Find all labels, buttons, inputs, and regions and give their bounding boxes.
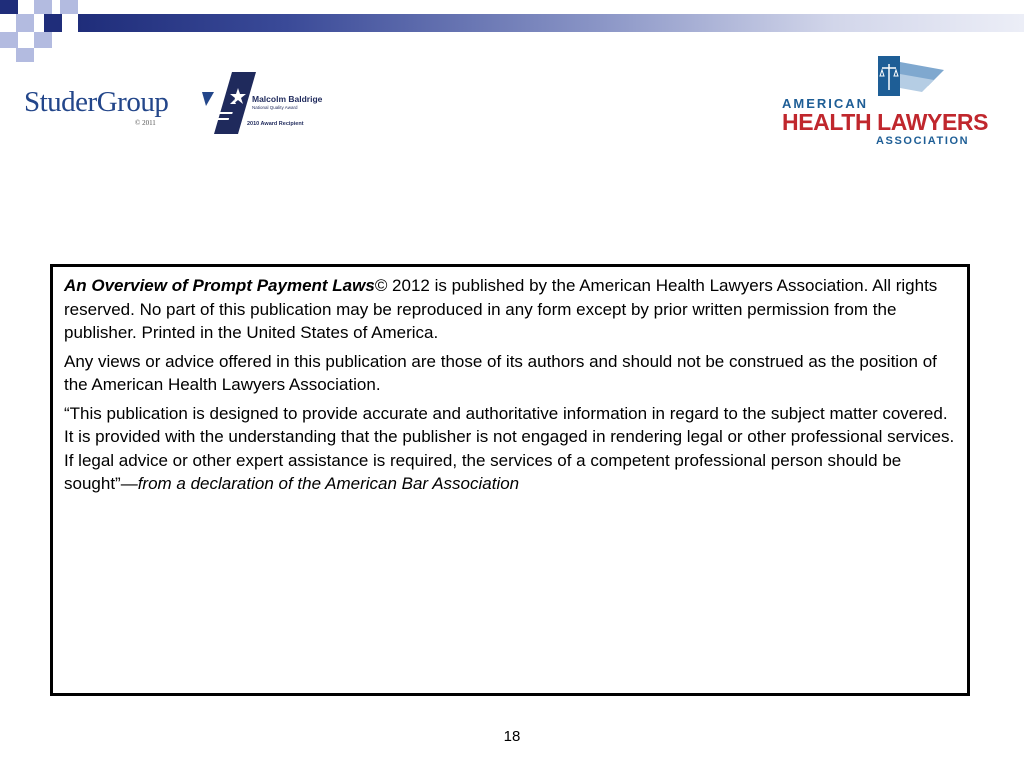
decor-square-2 (34, 0, 52, 14)
ahla-logo (780, 56, 989, 152)
decor-square-8 (16, 48, 34, 62)
ahla-american-text: AMERICAN (782, 96, 869, 111)
baldrige-award-logo (212, 70, 332, 136)
disclaimer-paragraph: Any views or advice offered in this publication are those of its authors and should not be construed as the position of the American Health Lawyers Association. (64, 351, 937, 394)
copyright-paragraph (64, 274, 957, 345)
ahla-association-text: ASSOCIATION (876, 135, 970, 147)
baldrige-title: Malcolm Baldrige (252, 94, 323, 104)
studer-group-wordmark: StuderGroup (24, 86, 169, 118)
decor-square-1 (0, 0, 18, 14)
baldrige-award-text: 2010 Award Recipient (247, 121, 304, 127)
aba-declaration-paragraph (64, 402, 957, 496)
aba-source: from a declaration of the American Bar Association (137, 474, 520, 493)
studer-group-copyright: © 2011 (135, 119, 156, 127)
baldrige-subtitle: National Quality Award (252, 105, 298, 110)
aba-quote: “This publication is designed to provide accurate and authoritative information in regard to the subject matter covered. It is provided with the understanding that the publisher is not engaged in rendering legal or other professional services. If legal advice or other expert assistance is required, the services of a competent professional person should be sought”— (64, 403, 955, 493)
decor-square-3 (60, 0, 78, 14)
studer-group-logo (24, 86, 214, 130)
copyright-text: © 2012 is published by the American Health Lawyers Association. All rights reserved. No part of this publication may be reproduced in any form except by prior written permission from the publisher. Printed in the United States of America. (64, 276, 938, 342)
ahla-scales-emblem-icon (874, 56, 946, 100)
decor-square-4 (16, 14, 34, 32)
header-gradient-bar (78, 14, 1024, 32)
decor-square-7 (34, 32, 52, 48)
ahla-health-lawyers-text: HEALTH LAWYERS (782, 109, 989, 135)
copyright-notice-box (50, 264, 970, 696)
decor-square-6 (0, 32, 18, 48)
page-number: 18 (503, 728, 521, 745)
decor-square-5 (44, 14, 62, 32)
publication-title: An Overview of Prompt Payment Laws (64, 276, 375, 295)
